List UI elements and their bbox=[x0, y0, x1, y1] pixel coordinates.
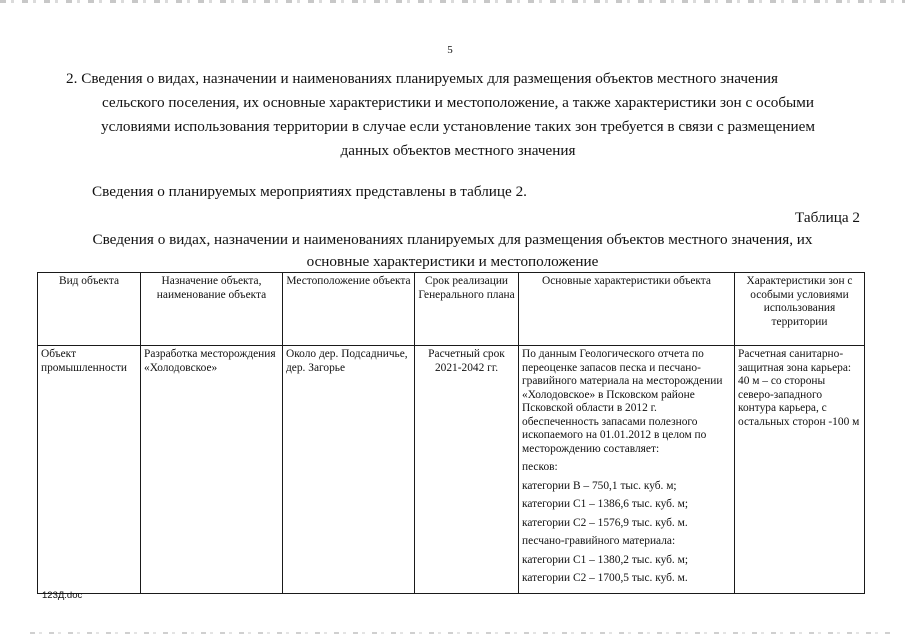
section-heading-line-1: 2. Сведения о видах, назначении и наименованиях планируемых для размещения объектов местного значения bbox=[66, 70, 778, 87]
sand-category-b: категории В – 750,1 тыс. куб. м; bbox=[522, 479, 677, 492]
cell-object-type: Объект промышленности bbox=[38, 346, 141, 594]
gravel-label: песчано-гравийного материала: bbox=[522, 535, 676, 547]
header-term: Срок реализации Генерального плана bbox=[415, 273, 519, 346]
table-row bbox=[38, 346, 865, 594]
characteristics-intro: По данным Геологического отчета по переоценке запасов песка и песчано-гравийного материала на месторождении «Холодовское» в Псковском районе Псковской области в 2012 г. обеспеченность запасами полезного ископаемого на 01.01.2012 в целом по месторождению составляет: bbox=[522, 348, 723, 455]
gravel-category-c2: категории С2 – 1700,5 тыс. куб. м. bbox=[522, 572, 688, 584]
section-heading-line-2: сельского поселения, их основные характеристики и местоположение, а также характеристики зон с особыми bbox=[101, 94, 814, 111]
scan-edge-top bbox=[0, 0, 905, 3]
section-heading-line-4: данных объектов местного значения bbox=[340, 142, 576, 159]
intro-paragraph: Сведения о планируемых мероприятиях представлены в таблице 2. bbox=[92, 183, 527, 200]
table-caption-line-1: Сведения о видах, назначении и наименованиях планируемых для размещения объектов местного значения, их bbox=[92, 231, 813, 248]
table-header-row bbox=[38, 273, 865, 346]
cell-location: Около дер. Подсадничье, дер. Загорье bbox=[283, 346, 415, 594]
header-purpose-name: Назначение объекта, наименование объекта bbox=[141, 273, 283, 346]
section-heading bbox=[58, 67, 858, 163]
sand-category-c2: категории С2 – 1576,9 тыс. куб. м. bbox=[522, 516, 688, 529]
cell-characteristics bbox=[519, 346, 735, 594]
header-object-type: Вид объекта bbox=[38, 273, 141, 346]
table-number-label: Таблица 2 bbox=[795, 209, 860, 226]
sand-category-c1: категории С1 – 1386,6 тыс. куб. м; bbox=[522, 498, 688, 510]
table-caption-line-2: основные характеристики и местоположение bbox=[306, 253, 599, 270]
cell-zone-characteristics: Расчетная санитарно-защитная зона карьера: 40 м – со стороны северо-западного контура карьера, с остальных сторон -100 м bbox=[735, 346, 865, 594]
page-number: 5 bbox=[447, 44, 453, 56]
header-zone-characteristics: Характеристики зон с особыми условиями использования территории bbox=[735, 273, 865, 346]
footer-filename: 123Д.doc bbox=[42, 590, 83, 601]
header-location: Местоположение объекта bbox=[283, 273, 415, 346]
header-characteristics: Основные характеристики объекта bbox=[519, 273, 735, 346]
gravel-category-c1: категории С1 – 1380,2 тыс. куб. м; bbox=[522, 553, 688, 566]
cell-term: Расчетный срок 2021-2042 гг. bbox=[415, 346, 519, 594]
sand-label: песков: bbox=[522, 461, 558, 473]
cell-purpose-name: Разработка месторождения «Холодовское» bbox=[141, 346, 283, 594]
scan-edge-bottom bbox=[30, 632, 890, 634]
table-caption bbox=[40, 229, 865, 273]
objects-table bbox=[37, 272, 865, 594]
section-heading-line-3: условиями использования территории в случае если установление таких зон требуется в связи с размещением bbox=[100, 118, 816, 135]
